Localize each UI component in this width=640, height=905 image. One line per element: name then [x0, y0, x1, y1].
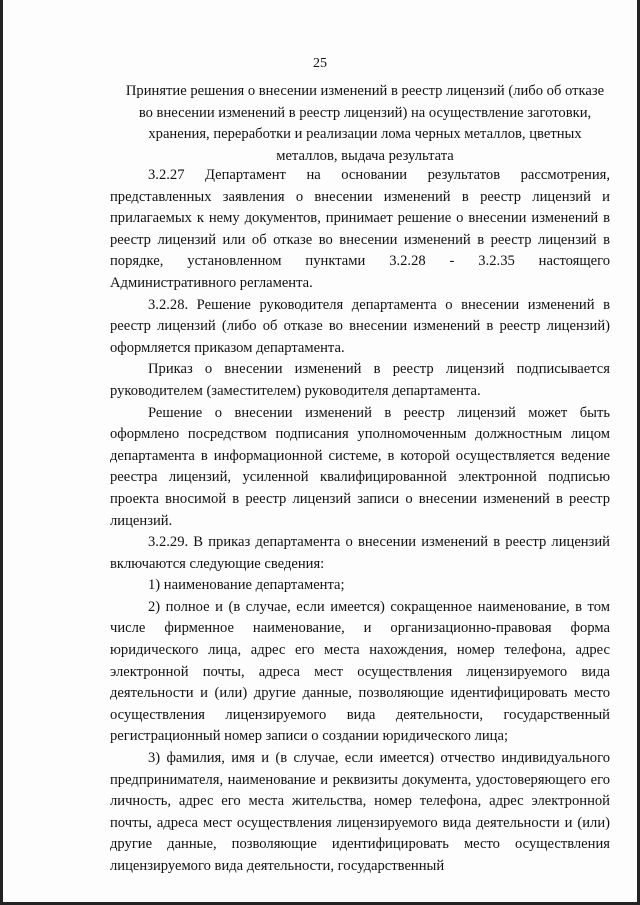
list-item-2: 2) полное и (в случае, если имеется) сокращенное наименование, в том числе фирменное наименование, и организационно-правовая форма юридического лица, адрес его места нахождения, номер телефона, адрес электронной почты, адреса мест осуществления лицензируемого вида деятельности и (или) другие данные, позволяющие идентифицировать место осуществления лицензируемого вида деятельности, государственный регистрационный номер записи о создании юридического лица;	[110, 598, 610, 745]
section-heading: Принятие решения о внесении изменений в реестр лицензий (либо об отказе во внесении изменений в реестр лицензий) на осуществление заготовки, хранения, переработки и реализации лома черных металлов, цветных металлов, выдача результата	[125, 83, 605, 164]
list-item-3: 3) фамилия, имя и (в случае, если имеется) отчество индивидуального предпринимателя, наименование и реквизиты документа, удостоверяющего его личность, адрес его места жительства, номер телефона, адрес электронной почты, адреса мест осуществления лицензируемого вида деятельности и (или) другие данные, позволяющие идентифицировать место осуществления лицензируемого вида деятельности, государственный	[110, 750, 610, 874]
paragraph-3-2-28: 3.2.28. Решение руководителя департамента о внесении изменений в реестр лицензий (либо об отказе во внесении изменений в реестр лицензий) оформляется приказом департамента.	[110, 296, 610, 356]
list-item-1: 1) наименование департамента;	[148, 577, 345, 594]
paragraph-3-2-27: 3.2.27 Департамент на основании результатов рассмотрения, представленных заявления о внесении изменений в реестр лицензий и прилагаемых к нему документов, принимает решение о внесении изменений в реестр лицензий или об отказе во внесении изменений в реестр лицензий в порядке, установленном пунктами 3.2.28 - 3.2.35 настоящего Административного регламента.	[110, 167, 610, 291]
paragraph-electronic-signature: Решение о внесении изменений в реестр лицензий может быть оформлено посредством подписания уполномоченным должностным лицом департамента в информационной системе, в которой осуществляется ведение реестра лицензий, усиленной квалифицированной электронной подписью проекта вносимой в реестр лицензий записи о внесении изменений в реестр лицензий.	[110, 404, 610, 529]
page-number: 25	[313, 56, 327, 71]
scan-edge-left	[0, 0, 3, 905]
document-body	[110, 165, 610, 878]
paragraph-order-signing: Приказ о внесении изменений в реестр лицензий подписывается руководителем (заместителем) руководителя департамента.	[110, 361, 610, 399]
paragraph-3-2-29: 3.2.29. В приказ департамента о внесении изменений в реестр лицензий включаются следующие сведения:	[110, 534, 610, 572]
